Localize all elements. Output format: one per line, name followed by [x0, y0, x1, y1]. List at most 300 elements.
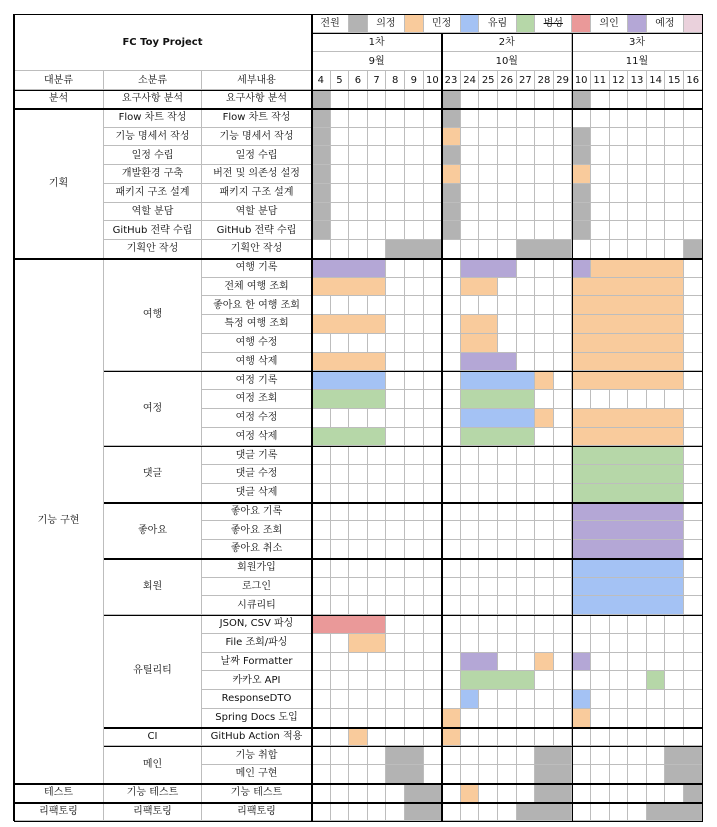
header-detail: 세부내용 [202, 71, 312, 90]
grid-cell [628, 146, 647, 165]
schedule-bar [517, 803, 573, 822]
grid-cell [424, 634, 443, 653]
grid-cell [386, 803, 405, 822]
grid-cell [554, 259, 573, 278]
grid-cell [517, 353, 536, 372]
detail-cell: 시큐리티 [202, 596, 312, 615]
grid-cell [498, 746, 517, 765]
grid-cell [442, 671, 461, 690]
grid-cell [628, 165, 647, 184]
detail-cell: 버전 및 의존성 설정 [202, 165, 312, 184]
grid-cell [331, 746, 350, 765]
grid-cell [610, 634, 629, 653]
grid-cell [442, 334, 461, 353]
grid-cell [386, 690, 405, 709]
grid-cell [498, 128, 517, 147]
project-title: FC Toy Project [14, 14, 312, 71]
section-divider [14, 14, 703, 16]
schedule-bar [535, 409, 554, 428]
detail-cell: 댓글 수정 [202, 465, 312, 484]
grid-cell [647, 653, 666, 672]
section-divider [14, 108, 703, 110]
grid-cell [535, 428, 554, 447]
grid-cell [498, 653, 517, 672]
grid-cell [405, 465, 424, 484]
section-divider [104, 727, 703, 729]
grid-cell [517, 578, 536, 597]
grid-cell [312, 784, 331, 803]
grid-cell [349, 596, 368, 615]
grid-cell [405, 109, 424, 128]
grid-cell [424, 559, 443, 578]
grid-cell [554, 671, 573, 690]
grid-cell [572, 746, 591, 765]
grid-cell [647, 784, 666, 803]
grid-cell [610, 653, 629, 672]
grid-cell [461, 484, 480, 503]
grid-cell [386, 521, 405, 540]
schedule-bar [442, 203, 461, 222]
subcategory-cell: 개발환경 구축 [104, 165, 202, 184]
legend-label: 전원 [312, 14, 349, 33]
grid-cell [554, 165, 573, 184]
detail-cell: 좋아요 조회 [202, 521, 312, 540]
schedule-bar [386, 240, 442, 259]
grid-cell [405, 390, 424, 409]
grid-cell [349, 784, 368, 803]
grid-cell [424, 465, 443, 484]
grid-cell [591, 690, 610, 709]
legend-swatch [684, 14, 703, 33]
section-divider [104, 446, 703, 448]
day-label: 29 [554, 71, 573, 90]
schedule-bar [647, 803, 703, 822]
grid-cell [498, 484, 517, 503]
grid-cell [405, 728, 424, 747]
schedule-bar [572, 353, 684, 372]
grid-cell [610, 746, 629, 765]
schedule-bar [461, 671, 535, 690]
grid-cell [424, 484, 443, 503]
grid-cell [665, 615, 684, 634]
grid-cell [684, 109, 703, 128]
grid-cell [591, 240, 610, 259]
grid-cell [461, 578, 480, 597]
detail-cell: 여행 기록 [202, 259, 312, 278]
grid-cell [368, 671, 387, 690]
grid-cell [424, 503, 443, 522]
grid-cell [349, 803, 368, 822]
grid-cell [386, 671, 405, 690]
grid-cell [386, 615, 405, 634]
grid-cell [591, 221, 610, 240]
grid-cell [349, 184, 368, 203]
grid-cell [349, 465, 368, 484]
grid-cell [386, 484, 405, 503]
grid-cell [535, 521, 554, 540]
schedule-bar [312, 390, 386, 409]
schedule-bar [386, 765, 423, 784]
grid-cell [554, 559, 573, 578]
grid-cell [647, 128, 666, 147]
month-label: 11월 [572, 52, 702, 71]
grid-cell [498, 203, 517, 222]
schedule-bar [572, 278, 684, 297]
day-label: 13 [628, 71, 647, 90]
grid-cell [424, 146, 443, 165]
schedule-bar [461, 315, 498, 334]
grid-cell [405, 165, 424, 184]
grid-cell [331, 128, 350, 147]
schedule-bar [572, 578, 684, 597]
grid-cell [554, 446, 573, 465]
grid-cell [386, 653, 405, 672]
grid-cell [312, 559, 331, 578]
grid-cell [424, 259, 443, 278]
grid-cell [331, 578, 350, 597]
grid-cell [405, 371, 424, 390]
grid-cell [442, 690, 461, 709]
grid-cell [535, 690, 554, 709]
grid-cell [517, 203, 536, 222]
grid-cell [628, 803, 647, 822]
grid-cell [517, 90, 536, 109]
grid-cell [312, 521, 331, 540]
grid-cell [424, 746, 443, 765]
day-label: 23 [442, 71, 461, 90]
grid-cell [312, 540, 331, 559]
grid-cell [628, 203, 647, 222]
grid-cell [424, 165, 443, 184]
grid-cell [628, 390, 647, 409]
grid-cell [405, 128, 424, 147]
day-label: 15 [665, 71, 684, 90]
grid-cell [498, 728, 517, 747]
schedule-bar [535, 371, 554, 390]
detail-cell: 여정 삭제 [202, 428, 312, 447]
legend-swatch [349, 14, 368, 33]
schedule-bar [461, 353, 517, 372]
detail-cell: 일정 수립 [202, 146, 312, 165]
detail-cell: 여행 삭제 [202, 353, 312, 372]
grid-cell [554, 709, 573, 728]
legend-swatch [405, 14, 424, 33]
grid-cell [312, 671, 331, 690]
grid-cell [535, 203, 554, 222]
grid-cell [368, 334, 387, 353]
grid-cell [498, 334, 517, 353]
grid-cell [461, 634, 480, 653]
day-label: 6 [349, 71, 368, 90]
grid-cell [386, 278, 405, 297]
grid-cell [461, 146, 480, 165]
grid-cell [424, 765, 443, 784]
day-label: 25 [479, 71, 498, 90]
grid-cell [405, 296, 424, 315]
schedule-bar [312, 259, 386, 278]
grid-cell [572, 784, 591, 803]
schedule-bar [461, 390, 535, 409]
grid-cell [498, 690, 517, 709]
grid-cell [442, 503, 461, 522]
grid-cell [386, 446, 405, 465]
grid-cell [535, 165, 554, 184]
subcategory-cell: GitHub 전략 수립 [104, 221, 202, 240]
schedule-bar [442, 221, 461, 240]
grid-cell [684, 503, 703, 522]
subcategory-cell: CI [104, 728, 202, 747]
schedule-bar [405, 784, 442, 803]
grid-cell [610, 615, 629, 634]
schedule-bar [665, 746, 702, 765]
grid-cell [517, 596, 536, 615]
schedule-bar [461, 278, 498, 297]
grid-cell [331, 728, 350, 747]
grid-cell [665, 203, 684, 222]
grid-cell [647, 728, 666, 747]
grid-cell [386, 146, 405, 165]
grid-cell [331, 221, 350, 240]
grid-cell [312, 409, 331, 428]
schedule-bar [572, 690, 591, 709]
grid-cell [424, 709, 443, 728]
grid-cell [628, 765, 647, 784]
grid-cell [498, 109, 517, 128]
grid-cell [684, 615, 703, 634]
grid-cell [386, 784, 405, 803]
grid-cell [498, 278, 517, 297]
grid-cell [349, 240, 368, 259]
grid-cell [591, 109, 610, 128]
schedule-bar [312, 146, 331, 165]
grid-cell [684, 728, 703, 747]
grid-cell [647, 203, 666, 222]
grid-cell [591, 709, 610, 728]
day-label: 11 [591, 71, 610, 90]
grid-cell [368, 203, 387, 222]
grid-cell [665, 184, 684, 203]
grid-cell [684, 578, 703, 597]
grid-cell [665, 653, 684, 672]
grid-cell [461, 540, 480, 559]
section-divider [104, 746, 703, 748]
grid-cell [331, 503, 350, 522]
schedule-bar [572, 128, 591, 147]
grid-cell [368, 484, 387, 503]
grid-cell [628, 784, 647, 803]
schedule-bar [442, 165, 461, 184]
grid-cell [368, 540, 387, 559]
grid-cell [498, 315, 517, 334]
subcategory-cell: 회원 [104, 559, 202, 615]
grid-cell [424, 615, 443, 634]
grid-cell [331, 184, 350, 203]
grid-cell [479, 203, 498, 222]
grid-cell [386, 184, 405, 203]
schedule-bar [535, 653, 554, 672]
grid-cell [554, 578, 573, 597]
grid-cell [498, 540, 517, 559]
grid-cell [554, 521, 573, 540]
grid-cell [442, 278, 461, 297]
grid-cell [368, 165, 387, 184]
schedule-bar [535, 765, 572, 784]
grid-cell [535, 90, 554, 109]
grid-cell [442, 446, 461, 465]
grid-cell [349, 109, 368, 128]
grid-cell [647, 109, 666, 128]
schedule-bar [461, 371, 535, 390]
grid-cell [684, 446, 703, 465]
grid-cell [349, 746, 368, 765]
grid-cell [572, 671, 591, 690]
grid-cell [405, 578, 424, 597]
grid-cell [349, 690, 368, 709]
grid-cell [331, 334, 350, 353]
grid-cell [554, 128, 573, 147]
grid-cell [386, 428, 405, 447]
grid-cell [684, 278, 703, 297]
grid-cell [405, 615, 424, 634]
schedule-bar [572, 90, 591, 109]
detail-cell: 요구사항 분석 [202, 90, 312, 109]
grid-cell [442, 428, 461, 447]
schedule-bar [572, 165, 591, 184]
grid-cell [386, 259, 405, 278]
grid-cell [405, 503, 424, 522]
grid-cell [331, 596, 350, 615]
day-label: 26 [498, 71, 517, 90]
grid-cell [665, 146, 684, 165]
grid-cell [442, 596, 461, 615]
grid-cell [647, 165, 666, 184]
schedule-bar [572, 540, 684, 559]
grid-cell [424, 671, 443, 690]
grid-cell [665, 90, 684, 109]
grid-cell [349, 128, 368, 147]
grid-cell [405, 221, 424, 240]
grid-cell [349, 146, 368, 165]
grid-cell [368, 146, 387, 165]
grid-cell [479, 484, 498, 503]
grid-cell [331, 409, 350, 428]
grid-cell [665, 221, 684, 240]
grid-cell [405, 428, 424, 447]
grid-cell [684, 184, 703, 203]
grid-cell [517, 315, 536, 334]
grid-cell [517, 334, 536, 353]
grid-cell [386, 709, 405, 728]
grid-cell [461, 240, 480, 259]
schedule-bar [572, 296, 684, 315]
grid-cell [610, 390, 629, 409]
grid-cell [331, 165, 350, 184]
schedule-bar [572, 203, 591, 222]
grid-cell [461, 109, 480, 128]
grid-cell [628, 634, 647, 653]
grid-cell [684, 315, 703, 334]
grid-cell [591, 728, 610, 747]
schedule-bar [572, 559, 684, 578]
day-label: 10 [572, 71, 591, 90]
subcategory-cell: 역할 분담 [104, 203, 202, 222]
grid-cell [684, 90, 703, 109]
grid-cell [591, 90, 610, 109]
detail-cell: 회원가입 [202, 559, 312, 578]
grid-cell [610, 671, 629, 690]
grid-cell [517, 503, 536, 522]
grid-cell [386, 371, 405, 390]
grid-cell [517, 521, 536, 540]
month-label: 10월 [442, 52, 572, 71]
grid-cell [442, 259, 461, 278]
grid-cell [461, 521, 480, 540]
grid-cell [368, 128, 387, 147]
grid-cell [535, 184, 554, 203]
schedule-bar [572, 259, 591, 278]
grid-cell [479, 128, 498, 147]
grid-cell [554, 184, 573, 203]
grid-cell [461, 559, 480, 578]
grid-cell [386, 109, 405, 128]
subcategory-cell: 기획안 작성 [104, 240, 202, 259]
grid-cell [665, 784, 684, 803]
grid-cell [368, 803, 387, 822]
grid-cell [684, 296, 703, 315]
grid-cell [684, 465, 703, 484]
category-cell: 기획 [14, 109, 104, 259]
schedule-bar [591, 259, 684, 278]
grid-cell [572, 803, 591, 822]
grid-cell [647, 765, 666, 784]
grid-cell [610, 240, 629, 259]
grid-cell [349, 559, 368, 578]
grid-cell [368, 221, 387, 240]
grid-cell [349, 296, 368, 315]
grid-cell [535, 146, 554, 165]
grid-cell [368, 596, 387, 615]
detail-cell: Spring Docs 도입 [202, 709, 312, 728]
section-divider [312, 33, 703, 35]
schedule-bar [572, 146, 591, 165]
grid-cell [461, 803, 480, 822]
grid-cell [517, 690, 536, 709]
grid-cell [535, 559, 554, 578]
grid-cell [479, 240, 498, 259]
schedule-bar [312, 371, 386, 390]
grid-cell [535, 728, 554, 747]
schedule-bar [442, 184, 461, 203]
schedule-bar [349, 634, 386, 653]
subcategory-cell: 유틸리티 [104, 615, 202, 728]
grid-cell [386, 728, 405, 747]
grid-cell [498, 221, 517, 240]
grid-cell [554, 296, 573, 315]
grid-cell [349, 521, 368, 540]
grid-cell [647, 184, 666, 203]
grid-cell [368, 503, 387, 522]
grid-cell [628, 240, 647, 259]
grid-cell [498, 634, 517, 653]
grid-cell [554, 428, 573, 447]
grid-cell [331, 203, 350, 222]
grid-cell [405, 146, 424, 165]
schedule-bar [349, 728, 368, 747]
grid-cell [349, 409, 368, 428]
grid-cell [591, 765, 610, 784]
grid-cell [424, 596, 443, 615]
grid-cell [554, 146, 573, 165]
